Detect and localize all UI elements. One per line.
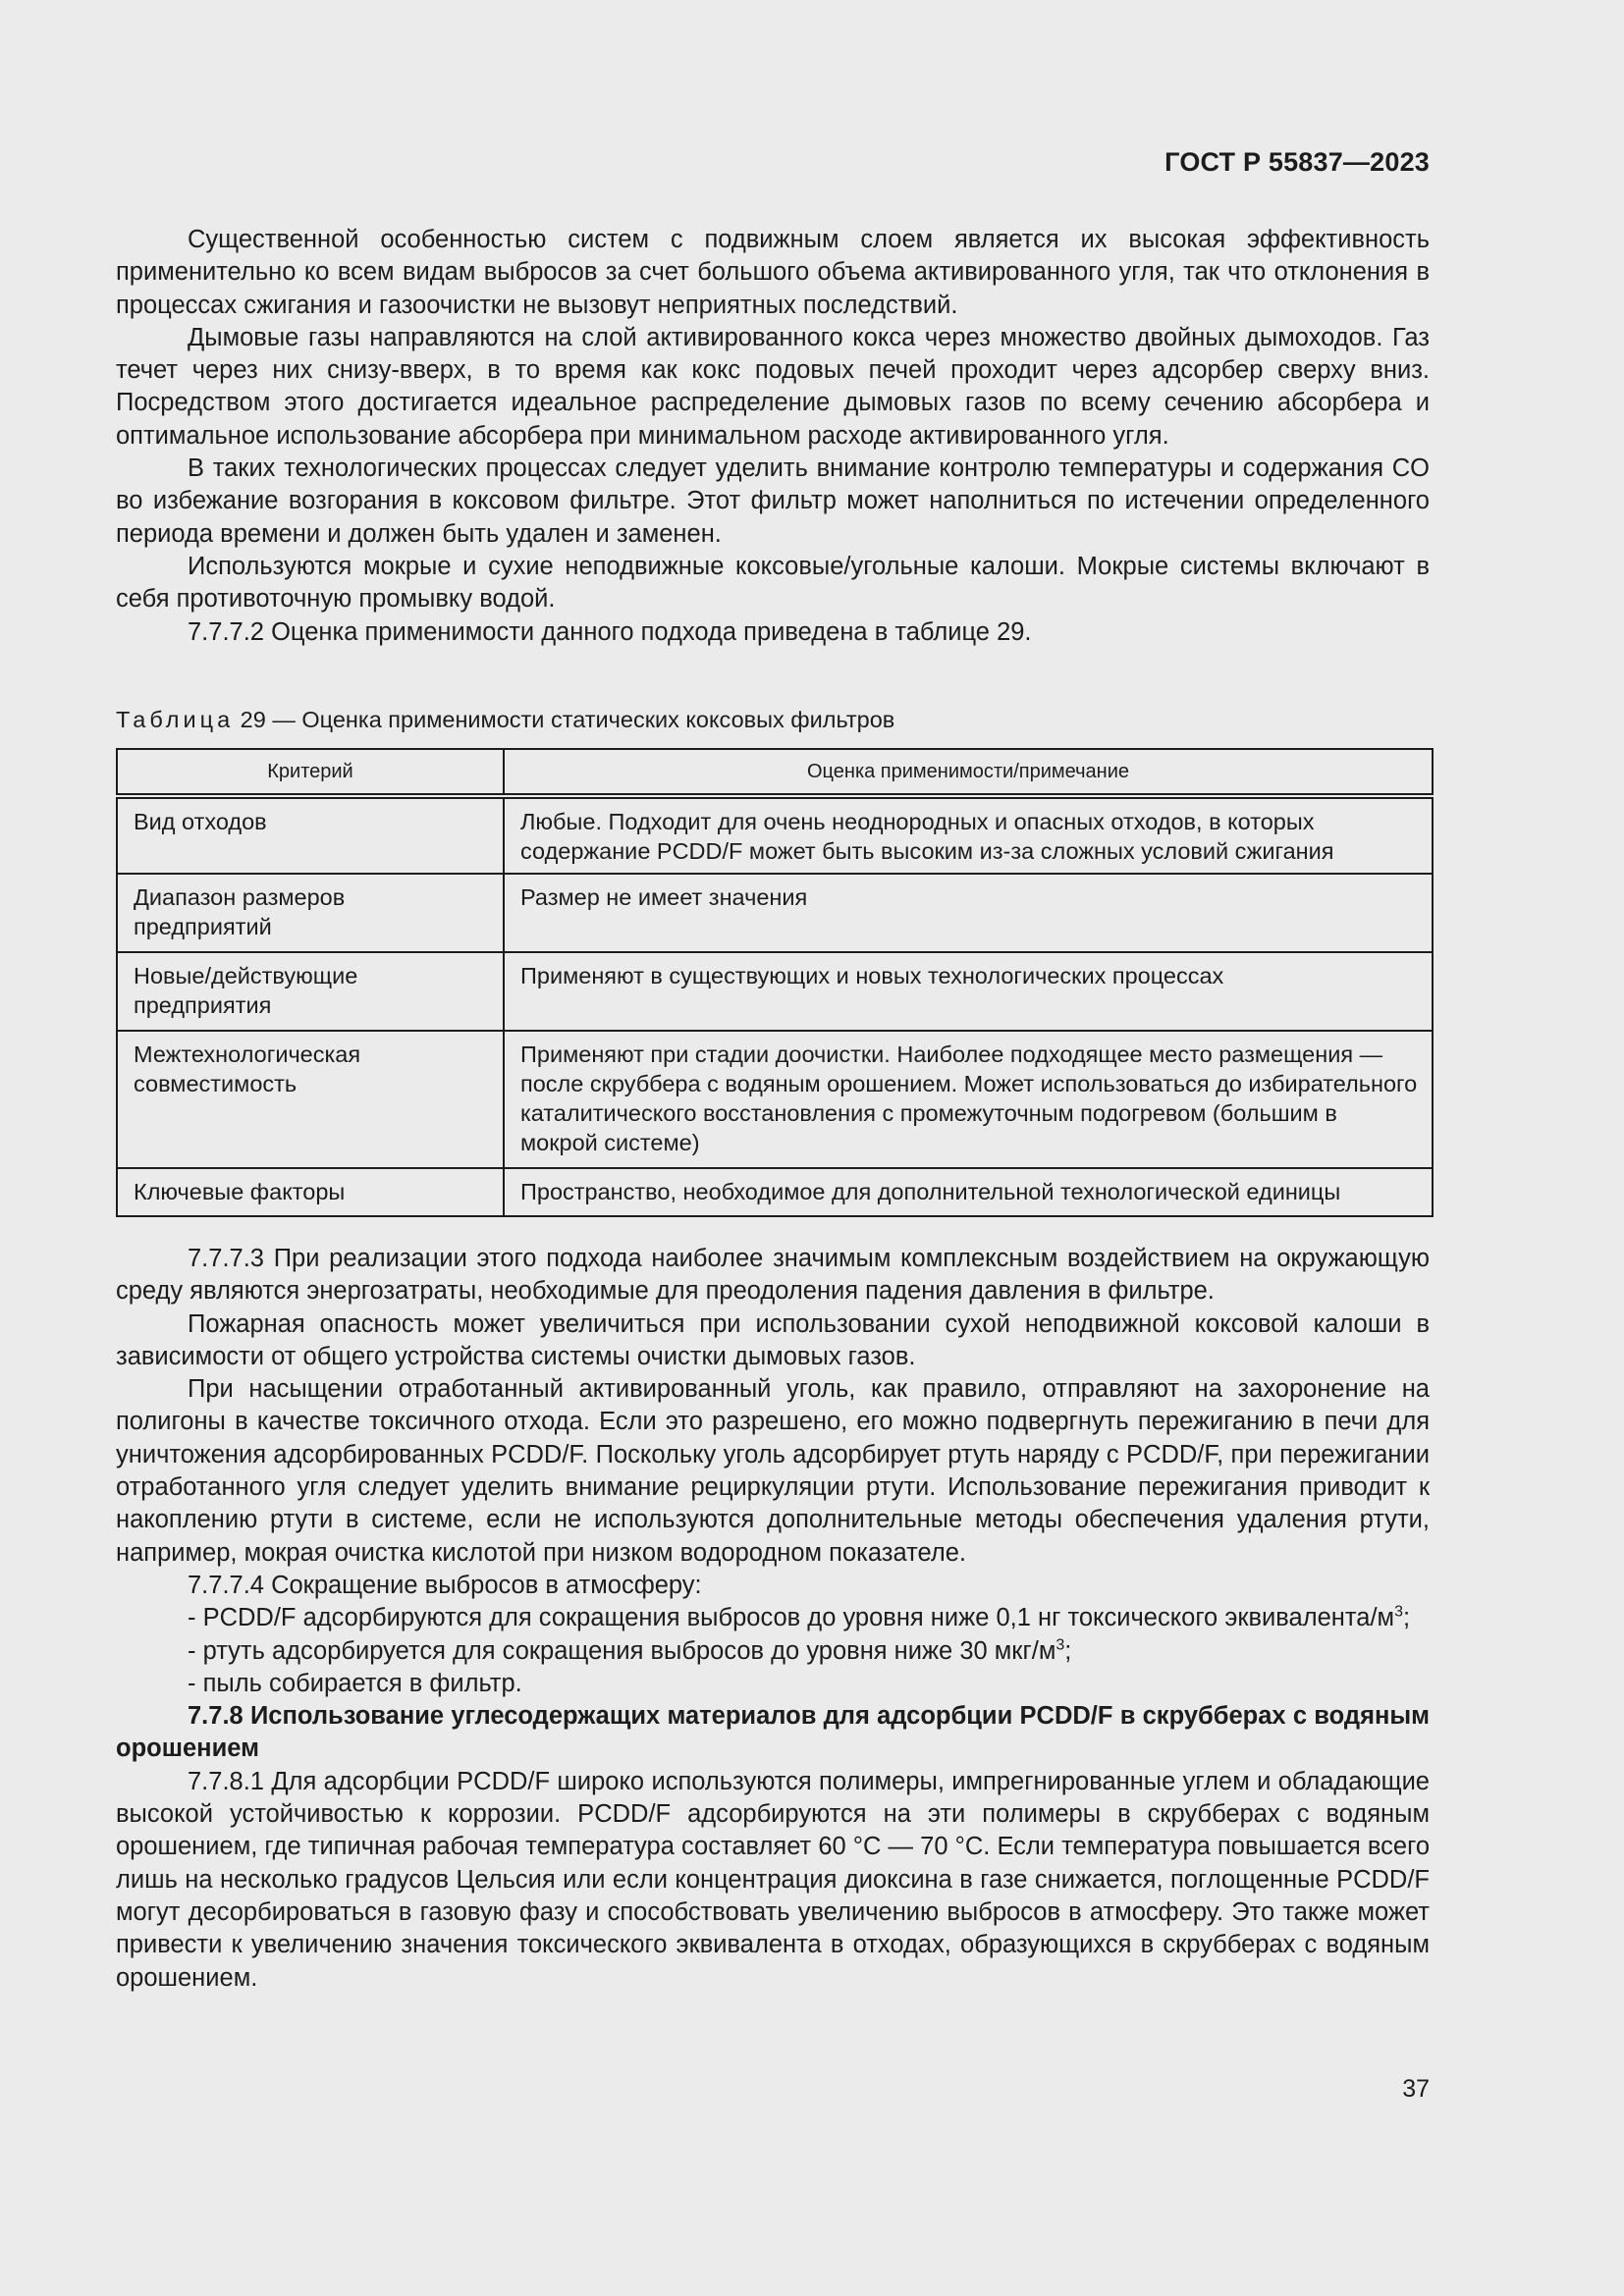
list-item bbox=[116, 1602, 1430, 1634]
paragraph: Используются мокрые и сухие неподвижные коксовые/угольные калоши. Мокрые системы включают в себя противоточную промывку водой. bbox=[116, 552, 1430, 614]
paragraph: 7.7.7.3 При реализации этого подхода наиболее значимым комплексным воздействием на окружающую среду являются энергозатраты, необходимые для преодоления падения давления в фильтре. bbox=[116, 1245, 1430, 1306]
table-row bbox=[117, 1168, 1433, 1216]
table-cell: Применяют в существующих и новых технологических процессах bbox=[504, 952, 1433, 1031]
paragraph: 7.7.7.2 Оценка применимости данного подхода приведена в таблице 29. bbox=[188, 617, 1032, 646]
table-cell: Ключевые факторы bbox=[117, 1168, 504, 1216]
table-row bbox=[117, 952, 1433, 1031]
table-caption-text: 29 — Оценка применимости статических коксовых фильтров bbox=[234, 707, 895, 732]
list-item bbox=[116, 1635, 1430, 1668]
paragraph: Дымовые газы направляются на слой активированного кокса через множество двойных дымоходов. Газ течет через них снизу-вверх, в то время как кокс подовых печей проходит через адсорбер сверху вниз. Посредством этого достигается идеальное распределение дымовых газов по всему сечению абсорбера и оптимальное использование абсорбера при минимальном расходе активированного угля. bbox=[116, 323, 1430, 450]
table-caption bbox=[116, 707, 894, 733]
paragraph: Существенной особенностью систем с подвижным слоем является их высокая эффективность применительно ко всем видам выбросов за счет большого объема активированного угля, так что отклонения в процессах сжигания и газоочистки не вызовут неприятных последствий. bbox=[116, 226, 1430, 319]
table-caption-label: Таблица bbox=[116, 707, 235, 732]
list-item-tail: ; bbox=[1064, 1636, 1072, 1665]
table-cell: Новые/действующие предприятия bbox=[117, 952, 504, 1031]
table-header-row bbox=[117, 749, 1433, 796]
list-item-text: - ртуть адсорбируется для сокращения выбросов до уровня ниже 30 мкг/м bbox=[188, 1636, 1056, 1665]
table-cell: Межтехнологическая совместимость bbox=[117, 1031, 504, 1168]
superscript: 3 bbox=[1394, 1603, 1403, 1621]
list-item-text: - PCDD/F адсорбируются для сокращения выбросов до уровня ниже 0,1 нг токсического эквивалента/м bbox=[188, 1604, 1395, 1632]
section-heading: 7.7.8 Использование углесодержащих материалов для адсорбции PCDD/F в скрубберах с водяным орошением bbox=[116, 1702, 1430, 1763]
table-cell: Применяют при стадии доочистки. Наиболее подходящее место размещения — после скруббера с водяным орошением. Может использоваться до избирательного каталитического восстановления с промежуточным подогревом (большим в мокрой системе) bbox=[504, 1031, 1433, 1168]
paragraph: 7.7.8.1 Для адсорбции PCDD/F широко используются полимеры, импрегнированные углем и обладающие высокой устойчивостью к коррозии. PCDD/F адсорбируются на эти полимеры в скрубберах с водяным орошением, где типичная рабочая температура составляет 60 °C — 70 °C. Если температура повышается всего лишь на несколько градусов Цельсия или если концентрация диоксина в газе снижается, поглощенные PCDD/F могут десорбироваться в газовую фазу и способствовать увеличению выбросов в атмосферу. Это также может привести к увеличению значения токсического эквивалента в отходах, образующихся в скрубберах с водяным орошением. bbox=[116, 1767, 1430, 1992]
page-number: 37 bbox=[1402, 2075, 1430, 2103]
paragraph: В таких технологических процессах следует уделить внимание контролю температуры и содержания CO во избежание возгорания в коксовом фильтре. Этот фильтр может наполниться по истечении определенного периода времени и должен быть удален и заменен. bbox=[116, 454, 1430, 548]
document-number: ГОСТ Р 55837—2023 bbox=[1164, 147, 1430, 177]
applicability-table bbox=[116, 748, 1434, 1217]
list-item-tail: ; bbox=[1402, 1604, 1411, 1632]
table-cell: Любые. Подходит для очень неоднородных и опасных отходов, в которых содержание PCDD/F может быть высоким из-за сложных условий сжигания bbox=[504, 796, 1433, 874]
body-text bbox=[116, 1243, 1430, 1995]
paragraph: 7.7.7.4 Сокращение выбросов в атмосферу: bbox=[188, 1571, 702, 1599]
paragraph: Пожарная опасность может увеличиться при использовании сухой неподвижной коксовой калоши в зависимости от общего устройства системы очистки дымовых газов. bbox=[116, 1309, 1430, 1370]
column-header-criterion: Критерий bbox=[117, 749, 504, 796]
table-cell: Вид отходов bbox=[117, 796, 504, 874]
table-row bbox=[117, 796, 1433, 874]
table-cell: Размер не имеет значения bbox=[504, 874, 1433, 952]
table-cell: Диапазон размеров предприятий bbox=[117, 874, 504, 952]
intro-text bbox=[116, 224, 1430, 649]
list-item bbox=[116, 1668, 1430, 1700]
table-row bbox=[117, 874, 1433, 952]
column-header-assessment: Оценка применимости/примечание bbox=[504, 749, 1433, 796]
list-item-text: - пыль собирается в фильтр. bbox=[188, 1669, 522, 1697]
superscript: 3 bbox=[1056, 1636, 1065, 1654]
table-row bbox=[117, 1031, 1433, 1168]
table-cell: Пространство, необходимое для дополнительной технологической единицы bbox=[504, 1168, 1433, 1216]
paragraph: При насыщении отработанный активированный уголь, как правило, отправляют на захоронение на полигоны в качестве токсичного отхода. Если это разрешено, его можно подвергнуть пережиганию в печи для уничтожения адсорбированных PCDD/F. Поскольку уголь адсорбирует ртуть наряду с PCDD/F, при пережигании отработанного угля следует уделить внимание рециркуляции ртути. Использование пережигания приводит к накоплению ртути в системе, если не используются дополнительные методы обеспечения удаления ртути, например, мокрая очистка кислотой при низком водородном показателе. bbox=[116, 1375, 1430, 1567]
